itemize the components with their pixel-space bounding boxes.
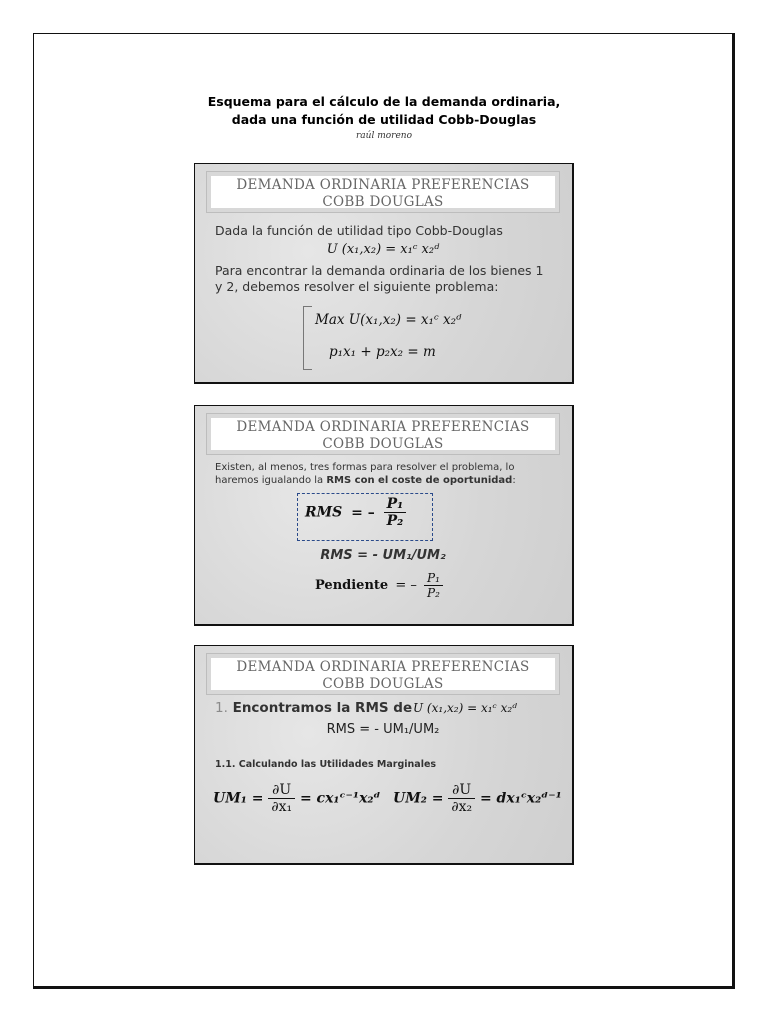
slide-1-header bbox=[207, 172, 559, 212]
author-signature: raúl moreno bbox=[356, 131, 412, 141]
um2-numerator: ∂U bbox=[448, 782, 475, 799]
header-line-1: DEMANDA ORDINARIA PREFERENCIAS bbox=[236, 177, 530, 193]
step-formula: U (x₁,x₂) = x₁ᶜ x₂ᵈ bbox=[413, 701, 517, 715]
slide-2 bbox=[194, 405, 574, 626]
header-line-2: COBB DOUGLAS bbox=[322, 194, 444, 210]
slide-3 bbox=[194, 645, 574, 865]
um1-label: UM₁ = bbox=[213, 790, 264, 807]
slope-fraction bbox=[424, 571, 443, 600]
slide-1-paragraph bbox=[215, 263, 544, 295]
slide-2-text bbox=[215, 461, 565, 487]
um1-fraction bbox=[268, 782, 295, 815]
rms-equals: = – bbox=[351, 504, 375, 521]
slope-formula bbox=[315, 571, 443, 600]
rms-um-formula: RMS = - UM₁/UM₂ bbox=[326, 722, 440, 737]
paragraph-line-1: Para encontrar la demanda ordinaria de los bienes 1 bbox=[215, 263, 544, 278]
slide-1 bbox=[194, 163, 574, 384]
um1-denominator: ∂x₁ bbox=[271, 799, 293, 815]
rms-um-formula: RMS = - UM₁/UM₂ bbox=[320, 548, 446, 563]
rms-denominator: P₂ bbox=[386, 513, 404, 529]
step-heading bbox=[215, 700, 412, 716]
slide-1-intro: Dada la función de utilidad tipo Cobb-Douglas bbox=[215, 223, 503, 238]
um2-result: = dx₁ᶜx₂ᵈ⁻¹ bbox=[479, 790, 562, 807]
utility-formula: U (x₁,x₂) = x₁ᶜ x₂ᵈ bbox=[326, 242, 440, 257]
um1-numerator: ∂U bbox=[268, 782, 295, 799]
budget-formula: p₁x₁ + p₂x₂ = m bbox=[329, 344, 436, 360]
system-brace bbox=[303, 306, 312, 370]
slope-numerator: P₁ bbox=[424, 571, 443, 586]
slope-denominator: P₂ bbox=[427, 586, 440, 600]
header-line-2: COBB DOUGLAS bbox=[322, 436, 444, 452]
um1-result: = cx₁ᶜ⁻¹x₂ᵈ bbox=[299, 790, 381, 807]
header-line-1: DEMANDA ORDINARIA PREFERENCIAS bbox=[236, 659, 530, 675]
um2-formula bbox=[393, 782, 562, 815]
um2-denominator: ∂x₂ bbox=[451, 799, 473, 815]
rms-label: RMS bbox=[305, 504, 343, 521]
rms-fraction bbox=[384, 496, 407, 529]
step-number: 1. bbox=[215, 700, 228, 716]
title-line-1: Esquema para el cálculo de la demanda ordinaria, bbox=[207, 94, 561, 109]
slope-equals: = – bbox=[395, 578, 417, 593]
subheading: 1.1. Calculando las Utilidades Marginales bbox=[215, 759, 437, 770]
text-line-2-plain: haremos igualando la bbox=[215, 475, 327, 486]
header-line-2: COBB DOUGLAS bbox=[322, 676, 444, 692]
slide-3-header bbox=[207, 654, 559, 694]
document-title bbox=[0, 93, 768, 129]
um2-fraction bbox=[448, 782, 475, 815]
text-line-1: Existen, al menos, tres formas para resolver el problema, lo bbox=[215, 462, 515, 473]
text-line-2 bbox=[215, 474, 565, 487]
header-line-1: DEMANDA ORDINARIA PREFERENCIAS bbox=[236, 419, 530, 435]
text-line-2-bold: RMS con el coste de oportunidad bbox=[326, 475, 513, 486]
um2-label: UM₂ = bbox=[393, 790, 444, 807]
rms-formula bbox=[305, 496, 406, 529]
slope-label: Pendiente bbox=[315, 578, 389, 593]
paragraph-line-2: y 2, debemos resolver el siguiente problema: bbox=[215, 279, 499, 294]
title-line-2: dada una función de utilidad Cobb-Douglas bbox=[231, 112, 537, 127]
step-text: Encontramos la RMS de bbox=[232, 700, 413, 716]
um1-formula bbox=[213, 782, 381, 815]
slide-2-header bbox=[207, 414, 559, 454]
text-line-2-end: : bbox=[512, 475, 516, 486]
max-formula: Max U(x₁,x₂) = x₁ᶜ x₂ᵈ bbox=[315, 312, 462, 328]
rms-numerator: P₁ bbox=[384, 496, 407, 513]
